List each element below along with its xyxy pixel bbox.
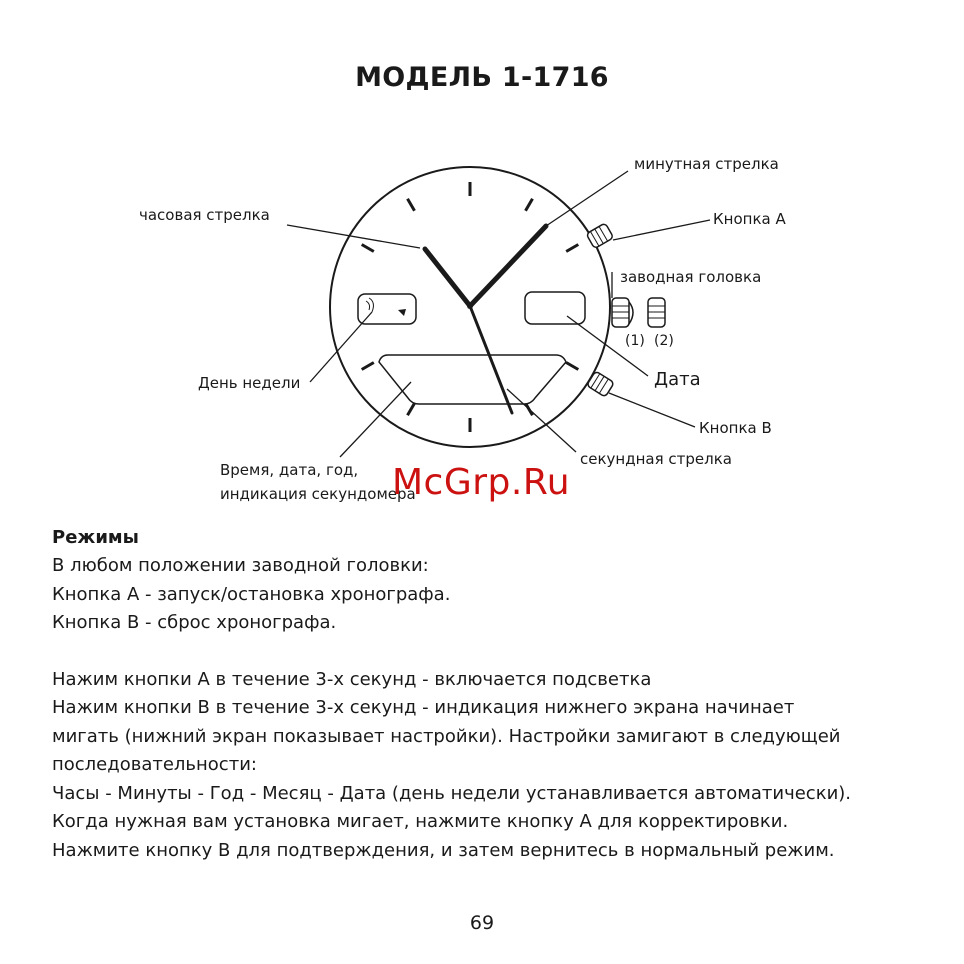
weekday-display: [358, 294, 416, 324]
button-b-label: Кнопка В: [699, 419, 772, 437]
page-number: 69: [469, 912, 495, 934]
paragraph-gap: [52, 638, 932, 666]
text-line: Нажим кнопки В в течение 3-х секунд - индикация нижнего экрана начинает: [52, 697, 795, 718]
date-display: [525, 292, 585, 324]
section-heading: Режимы: [52, 527, 139, 548]
watermark: McGrp.Ru: [392, 462, 571, 503]
crown-position-2-label: (2): [654, 333, 674, 349]
main-display-label-line1: Время, дата, год,: [220, 461, 359, 479]
main-display-label-line2: индикация секундомера: [220, 485, 416, 503]
weekday-label: День недели: [198, 374, 301, 392]
text-line: Нажмите кнопку В для подтверждения, и затем вернитесь в нормальный режим.: [52, 839, 835, 861]
text-line: Когда нужная вам установка мигает, нажмите кнопку А для корректировки.: [52, 811, 789, 832]
second-hand-label: секундная стрелка: [580, 450, 732, 468]
text-line: Нажим кнопки А в течение 3-х секунд - включается подсветка: [52, 668, 652, 690]
page-title: МОДЕЛЬ 1-1716: [355, 62, 609, 93]
text-line: Кнопка А - запуск/остановка хронографа.: [52, 583, 451, 605]
button-a-icon: [586, 223, 614, 249]
main-display: [379, 355, 566, 404]
text-line: последовательности:: [52, 754, 257, 775]
text-line: мигать (нижний экран показывает настройки). Настройки замигают в следующей: [52, 725, 841, 747]
instructions-text: [52, 524, 932, 865]
minute-hand-label: минутная стрелка: [634, 155, 779, 173]
hands-pivot: [467, 303, 473, 309]
text-line: Часы - Минуты - Год - Месяц - Дата (день недели устанавливается автоматически).: [52, 782, 852, 804]
leader-lines: [287, 171, 710, 457]
crown-label: заводная головка: [620, 268, 762, 286]
hour-hand-label: часовая стрелка: [139, 206, 270, 224]
button-a-label: Кнопка А: [713, 210, 786, 228]
date-label: Дата: [654, 369, 701, 390]
text-line: Кнопка В - сброс хронографа.: [52, 612, 337, 633]
text-line: В любом положении заводной головки:: [52, 555, 429, 576]
hour-hand: [425, 249, 470, 306]
crown-position-1-label: (1): [625, 333, 645, 349]
crown-position-1-icon: [612, 298, 633, 327]
crown-position-2-icon: [648, 298, 665, 327]
